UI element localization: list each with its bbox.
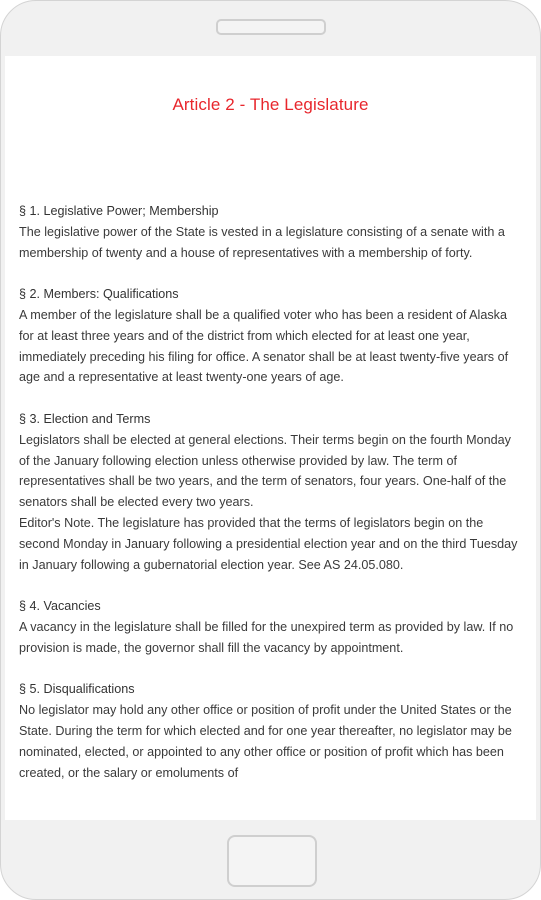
section-body: A vacancy in the legislature shall be filled for the unexpired term as provided by law. If no provision is made, the governor shall fill the vacancy by appointment. [19, 619, 514, 655]
screen[interactable] [5, 56, 536, 820]
section-1 [19, 201, 524, 263]
speaker-slot [216, 19, 326, 35]
section-body: A member of the legislature shall be a qualified voter who has been a resident of Alaska for at least three years and of the district from which elected for at least one year, immediately preceding his filing for office. A senator shall be at least twenty-five years of age and a representative at least twenty-one years of age. [19, 307, 509, 385]
article-content [19, 201, 524, 783]
section-heading: § 5. Disqualifications [19, 682, 135, 697]
section-5 [19, 679, 524, 783]
section-4 [19, 596, 524, 658]
section-heading: § 3. Election and Terms [19, 411, 151, 426]
home-button[interactable] [227, 835, 317, 887]
editors-note: Editor's Note. The legislature has provided that the terms of legislators begin on the second Monday in January following a presidential election year and on the third Tuesday in January following a gubernatorial election year. See AS 24.05.080. [19, 515, 518, 572]
section-2 [19, 284, 524, 388]
page-title: Article 2 - The Legislature [172, 95, 369, 114]
section-body: The legislative power of the State is vested in a legislature consisting of a senate with a membership of twenty and a house of representatives with a membership of forty. [19, 224, 505, 260]
section-heading: § 2. Members: Qualifications [19, 287, 179, 302]
section-3 [19, 409, 524, 575]
section-heading: § 1. Legislative Power; Membership [19, 204, 219, 218]
section-heading: § 4. Vacancies [19, 599, 101, 614]
section-body: No legislator may hold any other office or position of profit under the United States or the State. During the term for which elected and for one year thereafter, no legislator may be nominated, elected, or appointed to any other office or position of profit which has been created, or the salary or emoluments of [19, 703, 512, 780]
section-body: Legislators shall be elected at general elections. Their terms begin on the fourth Monday of the January following election unless otherwise provided by law. The term of representatives shall be two years, and the term of senators, four years. One-half of the senators shall be elected every two years. [19, 432, 511, 510]
